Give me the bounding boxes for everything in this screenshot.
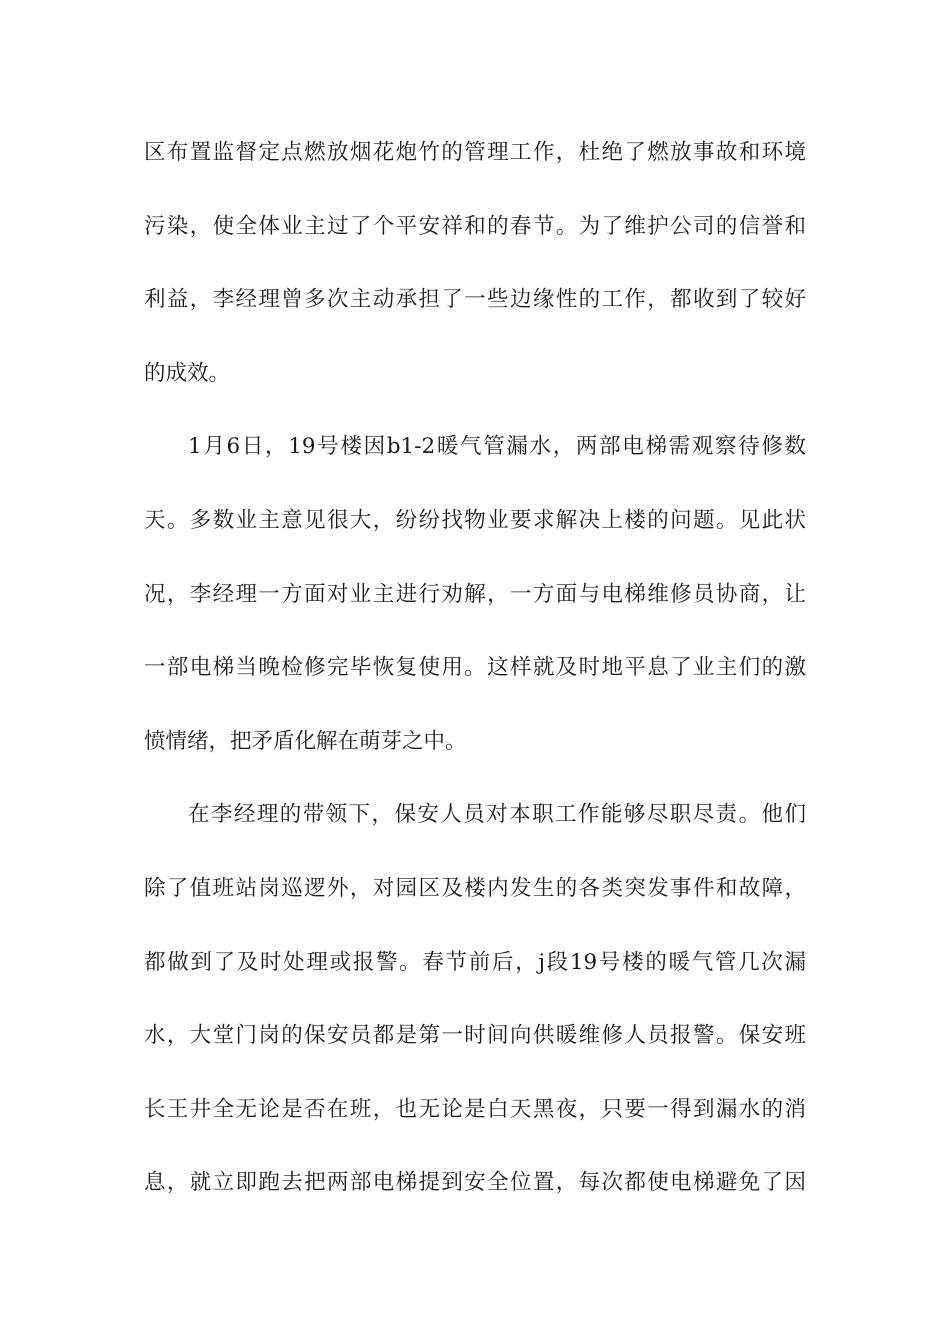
text-line: 的成效。 (144, 360, 231, 386)
text-line: 愤情绪，把矛盾化解在萌芽之中。 (144, 728, 467, 754)
text-line: 在李经理的带领下，保安人员对本职工作能够尽职尽责。他们 (188, 802, 806, 828)
body-text (144, 130, 806, 1234)
text-line: 1月6日，19号楼因b1-2暖气管漏水，两部电梯需观察待修数 (188, 434, 806, 460)
text-line: 况，李经理一方面对业主进行劝解，一方面与电梯维修员协商，让 (144, 581, 806, 607)
text-line: 一部电梯当晚检修完毕恢复使用。这样就及时地平息了业主们的激 (144, 655, 806, 681)
text-line: 都做到了及时处理或报警。春节前后，j段19号楼的暖气管几次漏 (144, 949, 806, 975)
text-line: 利益，李经理曾多次主动承担了一些边缘性的工作，都收到了较好 (144, 287, 806, 313)
text-line: 天。多数业主意见很大，纷纷找物业要求解决上楼的问题。见此状 (144, 507, 806, 533)
text-line: 污染，使全体业主过了个平安祥和的春节。为了维护公司的信誉和 (144, 213, 806, 239)
text-line: 区布置监督定点燃放烟花炮竹的管理工作，杜绝了燃放事故和环境 (144, 140, 806, 165)
text-line: 水，大堂门岗的保安员都是第一时间向供暖维修人员报警。保安班 (144, 1023, 806, 1049)
text-line: 除了值班站岗巡逻外，对园区及楼内发生的各类突发事件和故障， (144, 875, 806, 901)
text-line: 息，就立即跑去把两部电梯提到安全位置，每次都使电梯避免了因 (144, 1170, 806, 1196)
text-line: 长王井全无论是否在班，也无论是白天黑夜，只要一得到漏水的消 (144, 1096, 806, 1122)
